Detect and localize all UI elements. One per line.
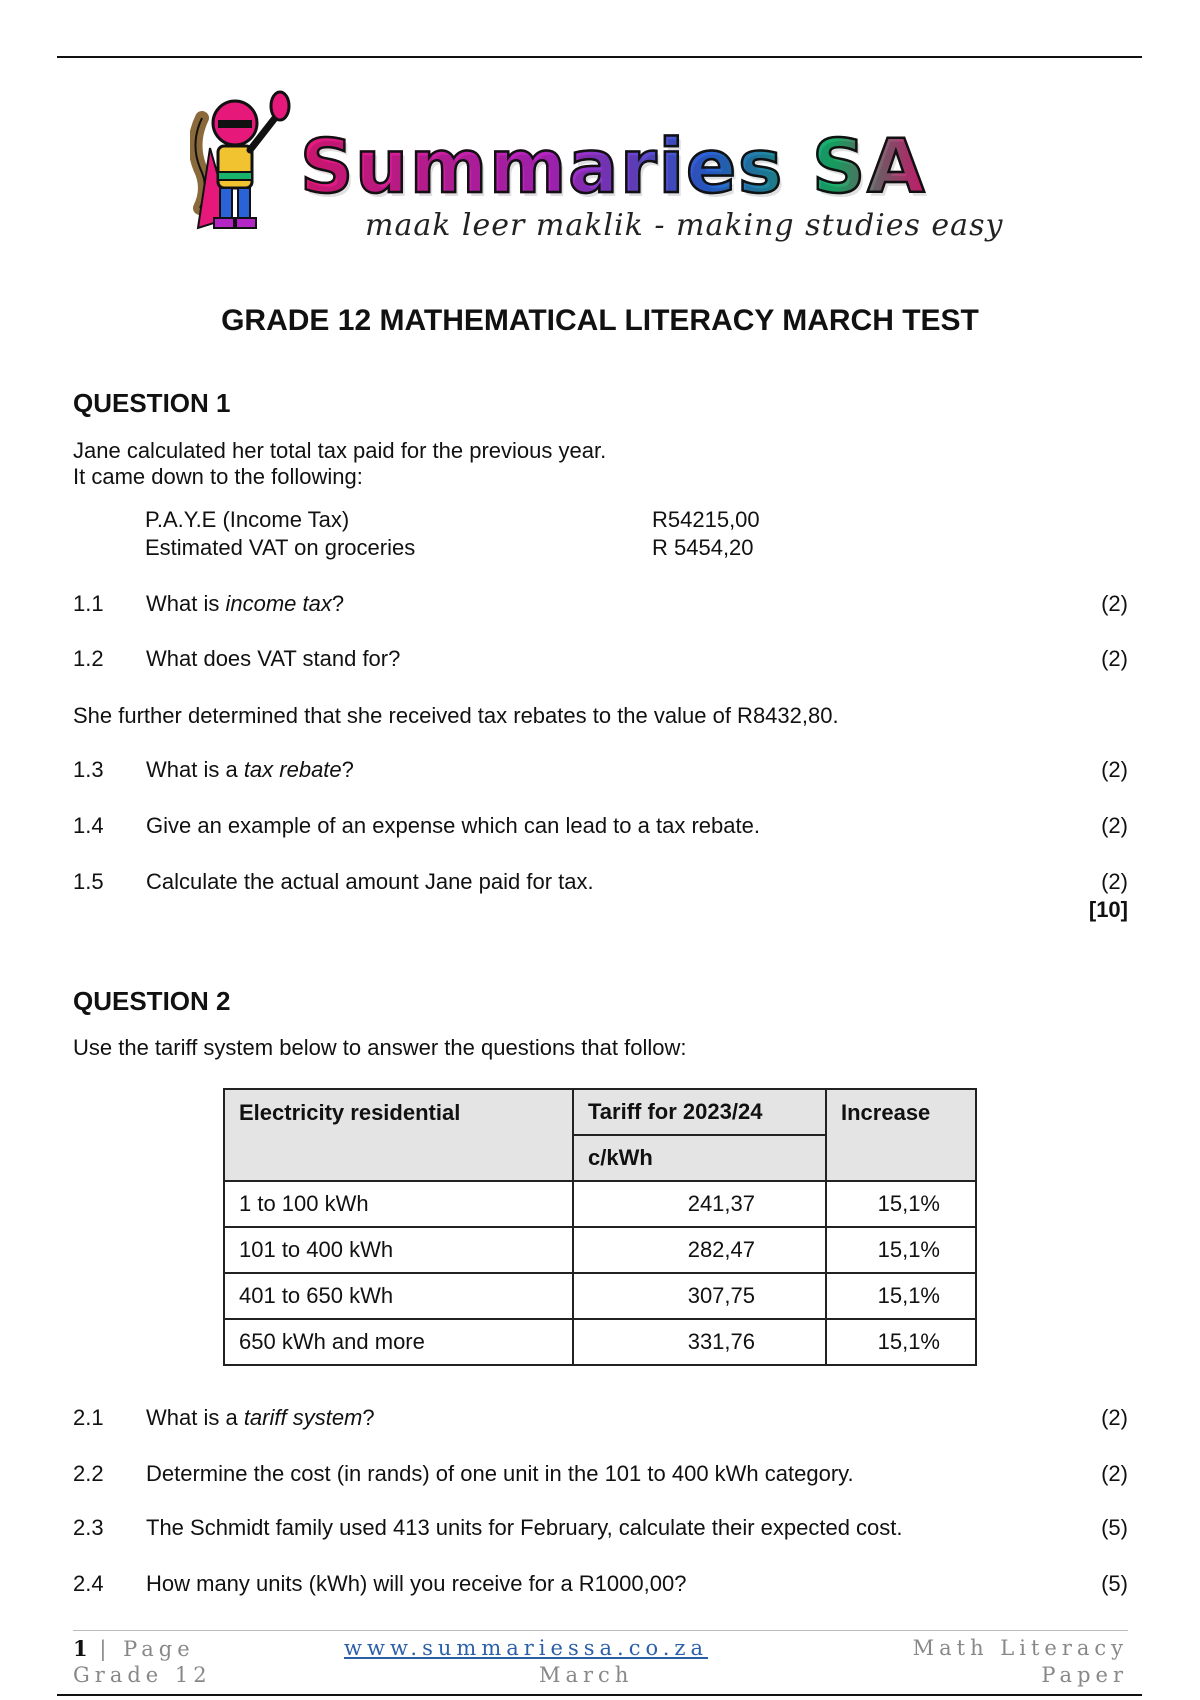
mascot-icon [190, 88, 300, 243]
table-header-electricity: Electricity residential [224, 1089, 573, 1181]
item-number: 1.5 [73, 869, 104, 894]
tariff-table [223, 1088, 977, 1366]
item-number: 1.1 [73, 591, 104, 616]
cell-tariff: 241,37 [573, 1181, 826, 1227]
cell-increase: 15,1% [826, 1181, 976, 1227]
table-row [224, 1319, 976, 1365]
cell-tariff: 307,75 [573, 1273, 826, 1319]
item-marks: (2) [1101, 1461, 1128, 1486]
cell-increase: 15,1% [826, 1273, 976, 1319]
tax-item-label: P.A.Y.E (Income Tax) [145, 507, 350, 532]
question-item [73, 869, 1128, 899]
question-item [73, 1461, 1128, 1491]
item-number: 2.1 [73, 1405, 104, 1430]
question-item [73, 757, 1128, 787]
footer-paper: Paper [1041, 1663, 1128, 1687]
bottom-rule [57, 1694, 1142, 1696]
table-row [224, 1181, 976, 1227]
item-marks: (2) [1101, 757, 1128, 782]
question-item [73, 813, 1128, 843]
footer-subject: Math Literacy [912, 1636, 1128, 1660]
question-1-heading: QUESTION 1 [73, 388, 231, 418]
q1-intro-line-1: Jane calculated her total tax paid for the previous year. [73, 438, 607, 463]
cell-increase: 15,1% [826, 1319, 976, 1365]
item-text: What is income tax? [146, 591, 345, 616]
item-marks: (2) [1101, 869, 1128, 894]
table-row [224, 1273, 976, 1319]
item-marks: (5) [1101, 1571, 1128, 1596]
table-row [224, 1227, 976, 1273]
table-header-unit: c/kWh [573, 1135, 826, 1181]
cell-range: 1 to 100 kWh [224, 1181, 573, 1227]
item-marks: (2) [1101, 591, 1128, 616]
footer-grade: Grade 12 [73, 1663, 212, 1687]
logo-tagline: maak leer maklik - making studies easy [365, 208, 1004, 243]
cell-range: 101 to 400 kWh [224, 1227, 573, 1273]
question-item [73, 591, 1128, 621]
question-item [73, 1571, 1128, 1601]
q1-intro-line-2: It came down to the following: [73, 464, 363, 489]
question-item [73, 1515, 1128, 1545]
item-number: 2.4 [73, 1571, 104, 1596]
question-1-total: [10] [1088, 897, 1128, 922]
item-text: Determine the cost (in rands) of one unit in the 101 to 400 kWh category. [146, 1461, 854, 1486]
question-item [73, 1405, 1128, 1435]
footer-rule [73, 1630, 1128, 1631]
item-text: What is a tax rebate? [146, 757, 354, 782]
question-2-heading: QUESTION 2 [73, 986, 231, 1016]
logo-wordmark: Summaries SA [300, 124, 927, 210]
table-header-increase: Increase [826, 1089, 976, 1181]
item-text: What is a tariff system? [146, 1405, 375, 1430]
item-text: What does VAT stand for? [146, 646, 401, 671]
item-text: How many units (kWh) will you receive for a R1000,00? [146, 1571, 687, 1596]
item-number: 2.2 [73, 1461, 104, 1486]
cell-increase: 15,1% [826, 1227, 976, 1273]
item-number: 1.2 [73, 646, 104, 671]
summaries-sa-logo [190, 88, 1010, 248]
q1-rebate-text: She further determined that she received tax rebates to the value of R8432,80. [73, 703, 839, 728]
item-number: 1.4 [73, 813, 104, 838]
footer-website-link[interactable]: www.summariessa.co.za [344, 1636, 708, 1660]
cell-tariff: 282,47 [573, 1227, 826, 1273]
item-marks: (2) [1101, 813, 1128, 838]
cell-tariff: 331,76 [573, 1319, 826, 1365]
tax-item-value: R54215,00 [652, 507, 760, 532]
item-marks: (2) [1101, 1405, 1128, 1430]
item-text: The Schmidt family used 413 units for February, calculate their expected cost. [146, 1515, 903, 1540]
cell-range: 650 kWh and more [224, 1319, 573, 1365]
item-text: Give an example of an expense which can lead to a tax rebate. [146, 813, 760, 838]
tax-item-value: R 5454,20 [652, 535, 754, 560]
item-marks: (2) [1101, 646, 1128, 671]
item-text: Calculate the actual amount Jane paid for tax. [146, 869, 594, 894]
tax-item-label: Estimated VAT on groceries [145, 535, 416, 560]
question-item [73, 646, 1128, 676]
cell-range: 401 to 650 kWh [224, 1273, 573, 1319]
footer-page: 1 | Page [73, 1636, 195, 1661]
footer-month: March [539, 1663, 634, 1687]
top-rule [57, 56, 1142, 58]
item-number: 1.3 [73, 757, 104, 782]
table-header-tariff: Tariff for 2023/24 [573, 1089, 826, 1135]
q2-intro: Use the tariff system below to answer the questions that follow: [73, 1035, 687, 1060]
item-marks: (5) [1101, 1515, 1128, 1540]
page-title: GRADE 12 MATHEMATICAL LITERACY MARCH TEST [221, 304, 979, 337]
item-number: 2.3 [73, 1515, 104, 1540]
